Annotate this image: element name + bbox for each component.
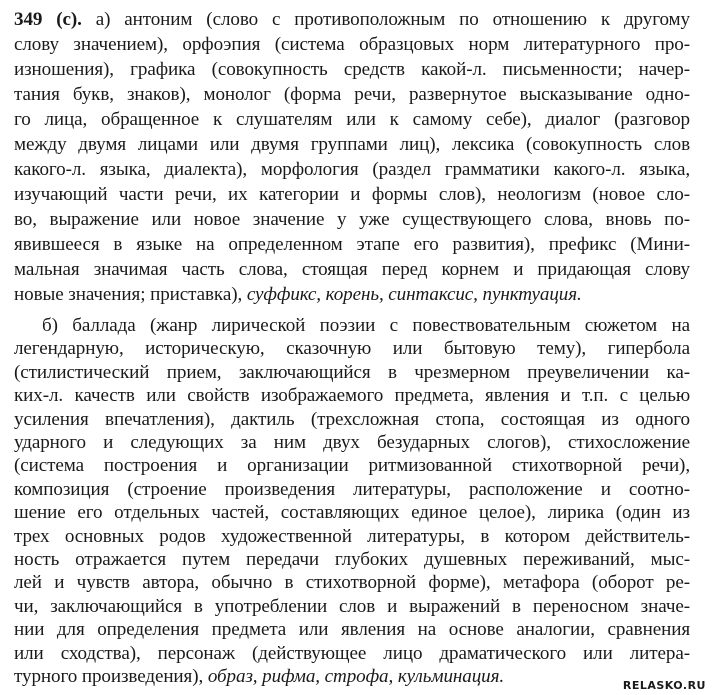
- part-b-line-7: (система построения и организации ритмизованной стихотворной речи),: [14, 455, 690, 477]
- part-b-line-9: шение его отдельных частей, составляющих единое целое), лирика (один из: [14, 502, 690, 524]
- part-a-line-4: тания букв, знаков), монолог (форма речи, развернутое высказывание одно-: [14, 84, 690, 105]
- part-a-line-7: какого-л. языка, диалекта), морфология (раздел грамматики какого-л. языка,: [14, 159, 690, 180]
- part-b-line-16: [14, 665, 690, 689]
- part-a-answer-words: суффикс, корень, синтаксис, пунктуация.: [246, 284, 582, 305]
- part-a-line-9: во, выражение или новое значение у уже существующего слова, вновь по-: [14, 209, 690, 230]
- part-a-line-3: изношения), графика (совокупность средств какой-л. письменности; начер-: [14, 59, 690, 80]
- part-a-line-2: слову значением), орфоэпия (система образцовых норм литературного про-: [14, 34, 690, 55]
- part-b-line-10: трех основных родов художественной литературы, в котором действитель-: [14, 525, 690, 547]
- part-b-line-6: ударного и следующих за ним двух безударных слогов), стихосложение: [14, 432, 690, 453]
- part-a-last-plain: новые значения; приставка),: [14, 284, 243, 305]
- part-a-line-12: [14, 283, 690, 307]
- part-a-text-1: а) антоним (слово с противоположным по отношению к другому: [95, 9, 690, 30]
- part-b-line-5: усиления впечатления), дактиль (трехсложная стопа, состоящая из одного: [14, 408, 690, 430]
- part-b-line-12: лей и чувств автора, обычно в стихотворной форме), метафора (оборот ре-: [14, 572, 690, 594]
- part-b-line-3: (стилистический прием, заключающийся в чрезмерном преувеличении ка-: [14, 361, 690, 383]
- part-a-line-10: явившееся в языке на определенном этапе его развития), префикс (Мини-: [14, 234, 690, 255]
- part-b-last-plain: турного произведения),: [14, 666, 204, 687]
- part-a-line-8: изучающий части речи, их категории и формы слов), неологизм (новое сло-: [14, 184, 690, 205]
- part-b-line-14: нии для определения предмета или явления на основе аналогии, сравнения: [14, 619, 690, 641]
- part-b-line-13: чи, заключающийся в употреблении слов и выражений в переносном значе-: [14, 595, 690, 617]
- part-b-line-15: или сходства), персонаж (действующее лицо драматического или литера-: [14, 642, 690, 664]
- part-a-line-6: между двумя лицами или двумя группами лиц), лексика (совокупность слов: [14, 134, 690, 155]
- part-b-line-4: ких-л. качеств или свойств изображаемого предмета, явления и т.п. с целью: [14, 385, 690, 407]
- part-a-line-11: мальная значимая часть слова, стоящая перед корнем и придающая слову: [14, 259, 690, 280]
- part-b-line-8: композиция (строение произведения литературы, расположение и соотно-: [14, 478, 690, 500]
- part-b-answer-words: образ, рифма, строфа, кульминация.: [207, 666, 505, 687]
- part-a-line-1: [14, 8, 690, 32]
- part-a-line-5: го лица, обращенное к слушателям или к самому себе), диалог (разговор: [14, 109, 690, 130]
- part-b-line-2: легендарную, историческую, сказочную или бытовую тему), гипербола: [14, 338, 690, 360]
- site-watermark: RELASKO.RU: [622, 679, 706, 692]
- exercise-number: 349 (с).: [14, 9, 82, 30]
- part-b-line-1: б) баллада (жанр лирической поэзии с повествовательным сюжетом на: [42, 315, 690, 336]
- part-b-line-11: ность отражается путем передачи глубоких душевных переживаний, мыс-: [14, 549, 690, 570]
